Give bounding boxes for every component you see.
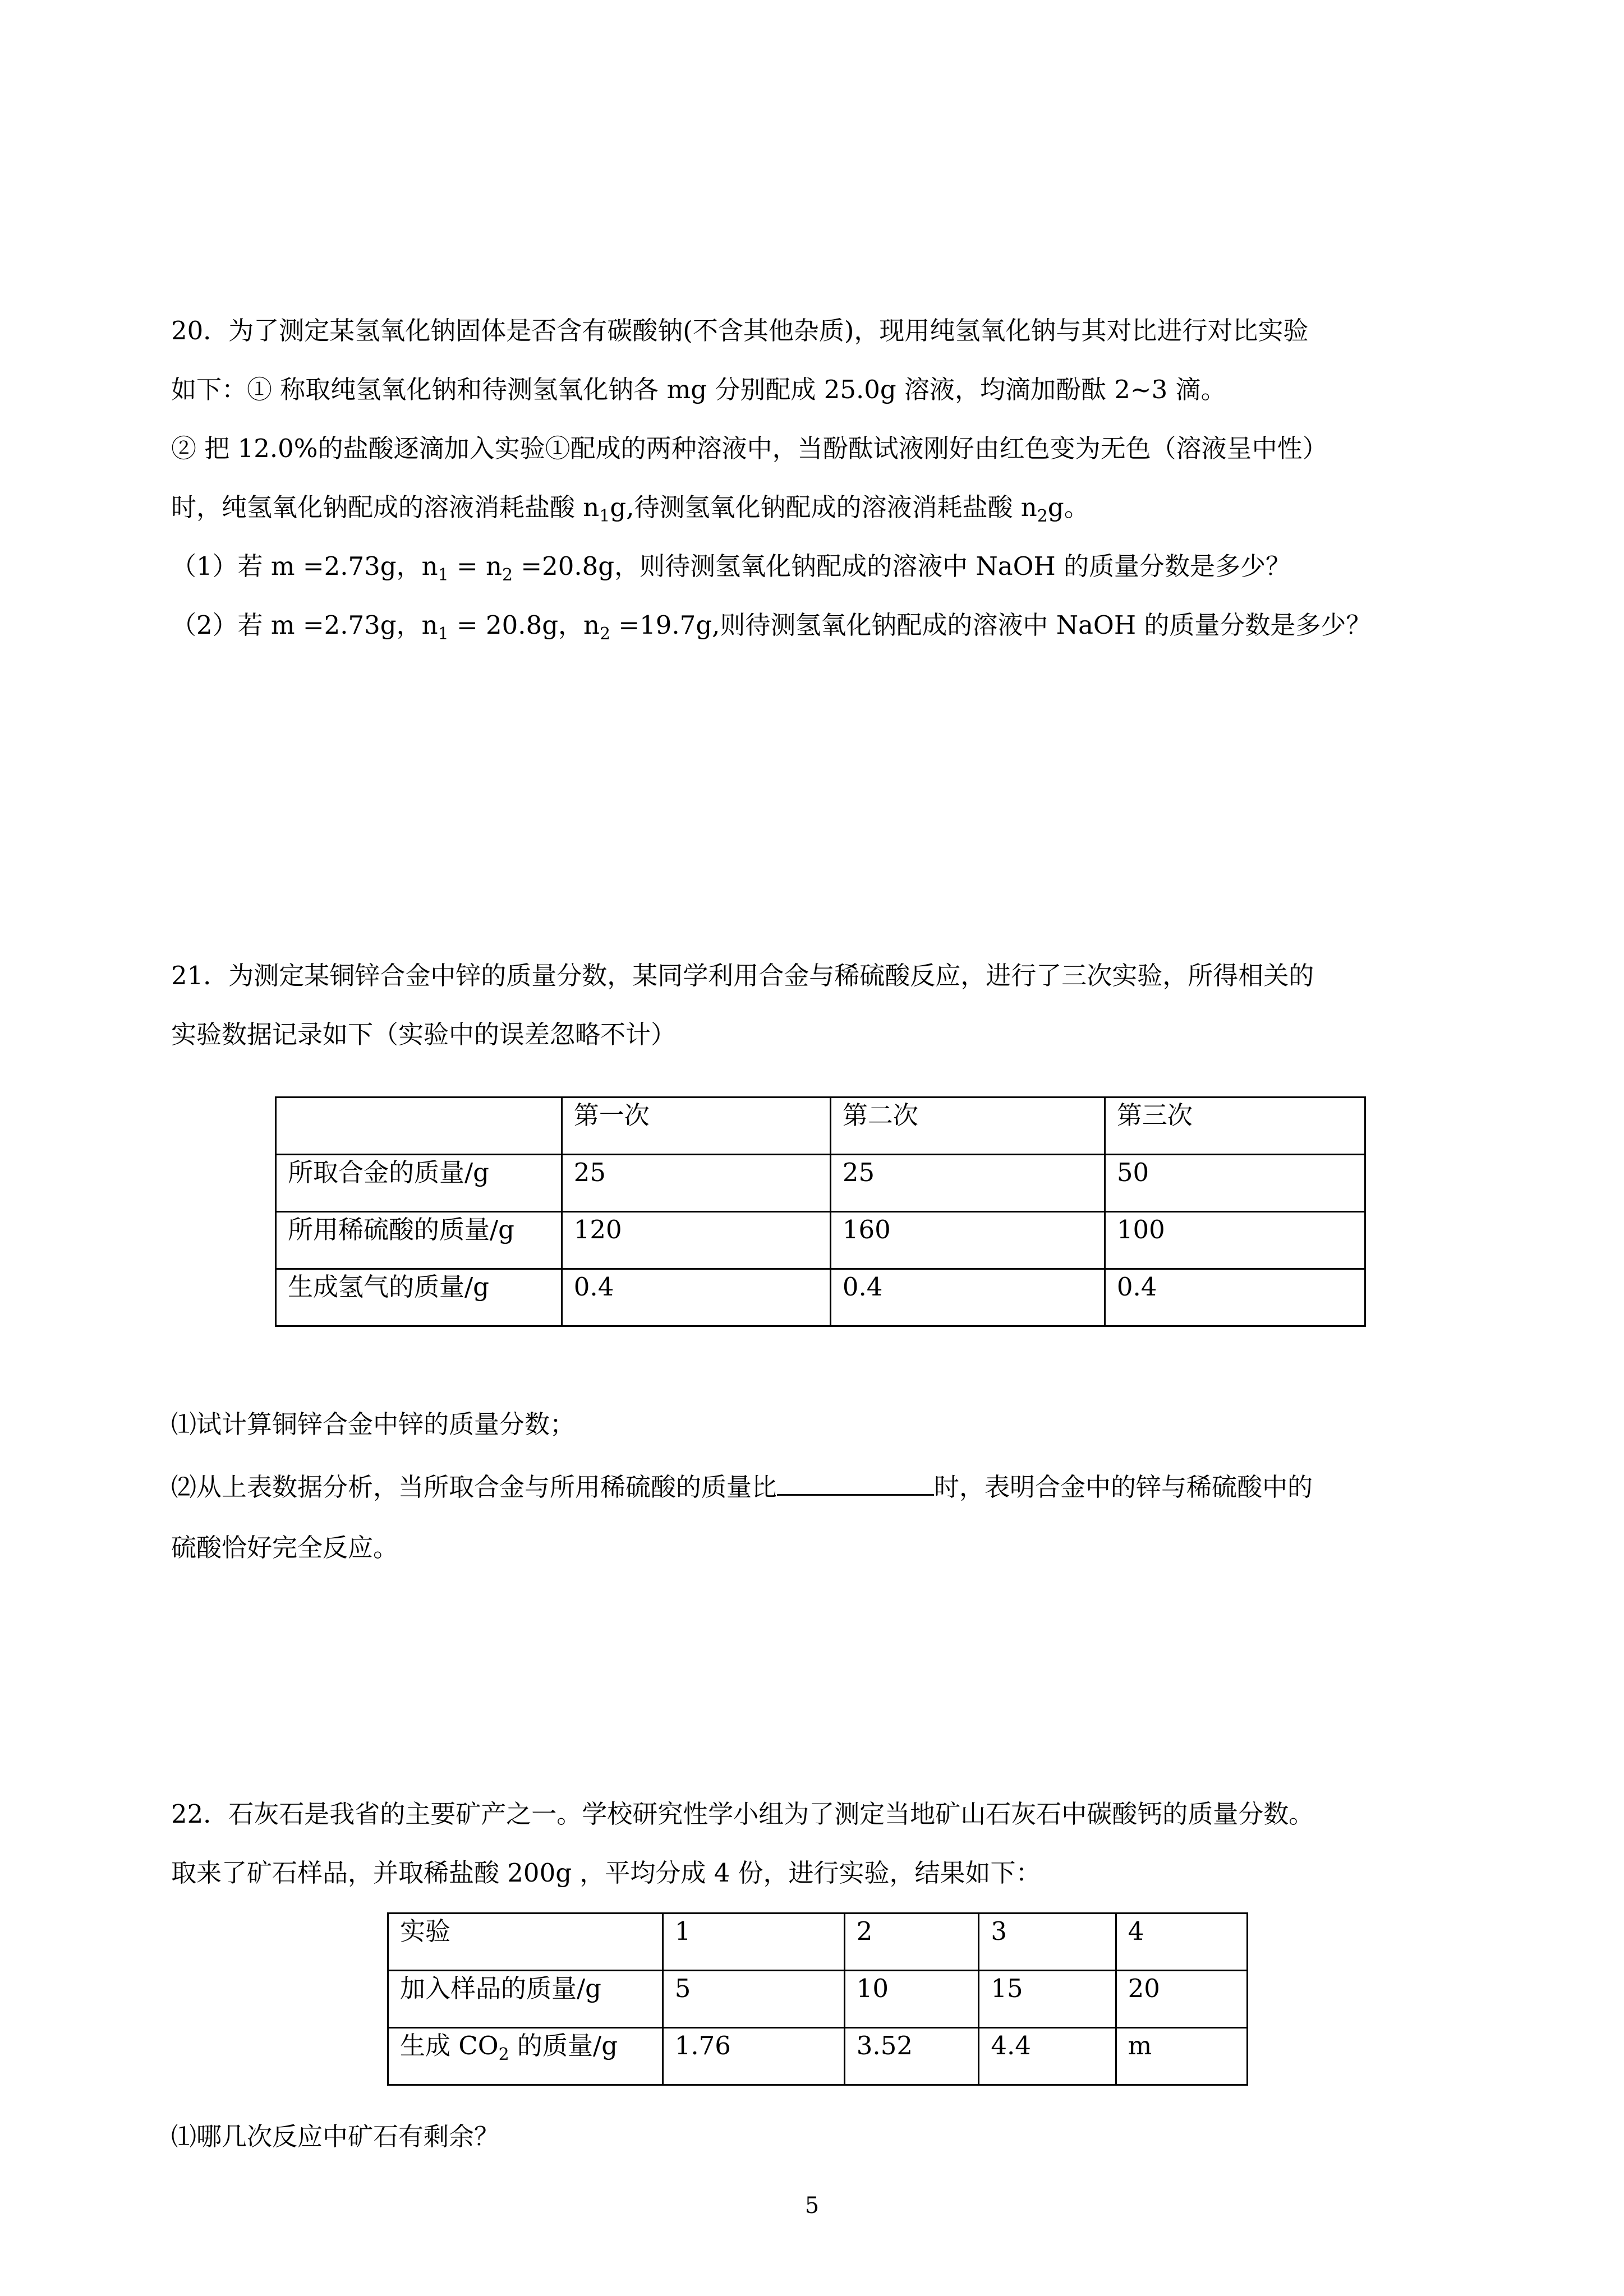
table-cell: 15 [979, 1971, 1116, 2028]
row-label-b: 的质量/g [509, 2031, 618, 2060]
table-cell: m [1116, 2028, 1247, 2085]
row-label: 所取合金的质量/g [276, 1155, 562, 1212]
q20-part-2-a: （2）若 m =2.73g，n [171, 610, 438, 640]
table-header-cell: 2 [844, 1914, 979, 1971]
q21-part-2 [171, 1469, 1467, 1504]
q20-line-1: 20．为了测定某氢氧化钠固体是否含有碳酸钠(不含其他杂质)，现用纯氢氧化钠与其对比进行对比实验 [171, 316, 1309, 345]
q21-part-1: ⑴试计算铜锌合金中锌的质量分数； [171, 1409, 576, 1439]
table-cell: 160 [830, 1212, 1105, 1269]
table-header-row [276, 1098, 1365, 1155]
table-cell: 25 [830, 1155, 1105, 1212]
q22-data-table [387, 1912, 1248, 2086]
page-number: 5 [804, 2193, 820, 2219]
table-header-cell: 第一次 [562, 1098, 830, 1155]
q20-line-4-c: g。 [1047, 492, 1089, 522]
table-cell: 20 [1116, 1971, 1247, 2028]
subscript-1: 1 [599, 506, 610, 526]
row-label: 加入样品的质量/g [388, 1971, 663, 2028]
q20-line-3: ② 把 12.0%的盐酸逐滴加入实验①配成的两种溶液中，当酚酞试液刚好由红色变为无色（溶液呈中性） [171, 434, 1328, 463]
table-cell: 0.4 [562, 1269, 830, 1326]
table-cell [276, 1098, 562, 1155]
row-label [388, 2028, 663, 2085]
table-cell: 5 [663, 1971, 844, 2028]
q20-part-1-b: = n [448, 551, 502, 581]
q21-data-table [275, 1096, 1366, 1327]
answer-blank[interactable] [777, 1469, 934, 1496]
table-row [388, 2028, 1248, 2085]
row-label: 生成氢气的质量/g [276, 1269, 562, 1326]
q22-line-2: 取来了矿石样品，并取稀盐酸 200g ，平均分成 4 份，进行实验，结果如下： [171, 1858, 1041, 1888]
table-cell: 50 [1105, 1155, 1365, 1212]
subscript-2: 2 [600, 624, 611, 644]
subscript-2: 2 [502, 565, 513, 585]
row-label: 实验 [388, 1914, 663, 1971]
q20-part-1-c: =20.8g，则待测氢氧化钠配成的溶液中 NaOH 的质量分数是多少？ [513, 551, 1291, 581]
table-header-row [388, 1914, 1248, 1971]
q20-part-2-c: =19.7g,则待测氢氧化钠配成的溶液中 NaOH 的质量分数是多少？ [610, 610, 1372, 640]
q20-line-4-b: g,待测氢氧化钠配成的溶液消耗盐酸 n [610, 492, 1037, 522]
q20-line-2: 如下：① 称取纯氢氧化钠和待测氢氧化钠各 mg 分别配成 25.0g 溶液，均滴加酚酞 2~3 滴。 [171, 375, 1226, 404]
table-cell: 4.4 [979, 2028, 1116, 2085]
q22-line-1: 22．石灰石是我省的主要矿产之一。学校研究性学小组为了测定当地矿山石灰石中碳酸钙的质量分数。 [171, 1799, 1314, 1829]
q20-line-4 [171, 491, 1467, 533]
subscript-1: 1 [438, 565, 449, 585]
table-row [276, 1212, 1365, 1269]
q20-part-1-a: （1）若 m =2.73g，n [171, 551, 438, 581]
table-cell: 0.4 [1105, 1269, 1365, 1326]
q21-part-2-cont: 硫酸恰好完全反应。 [171, 1533, 399, 1562]
q20-line-4-a: 时，纯氢氧化钠配成的溶液消耗盐酸 n [171, 492, 600, 522]
table-row [276, 1269, 1365, 1326]
subscript-1: 1 [438, 624, 449, 644]
table-cell: 0.4 [830, 1269, 1105, 1326]
subscript-2: 2 [1037, 506, 1048, 526]
table-header-cell: 3 [979, 1914, 1116, 1971]
table-cell: 1.76 [663, 2028, 844, 2085]
q20-part-2 [171, 608, 1467, 651]
q21-part-2-b: 时，表明合金中的锌与稀硫酸中的 [934, 1472, 1313, 1502]
table-cell: 3.52 [844, 2028, 979, 2085]
q21-part-2-a: ⑵从上表数据分析，当所取合金与所用稀硫酸的质量比 [171, 1472, 778, 1502]
table-cell: 25 [562, 1155, 830, 1212]
q20-part-2-b: = 20.8g，n [448, 610, 600, 640]
q20-part-1 [171, 550, 1467, 592]
q22-part-1: ⑴哪几次反应中矿石有剩余？ [171, 2122, 500, 2151]
q21-line-2: 实验数据记录如下（实验中的误差忽略不计） [171, 1020, 677, 1049]
table-cell: 100 [1105, 1212, 1365, 1269]
table-row [388, 1971, 1248, 2028]
subscript-2: 2 [498, 2045, 509, 2064]
table-cell: 120 [562, 1212, 830, 1269]
table-header-cell: 第三次 [1105, 1098, 1365, 1155]
row-label: 所用稀硫酸的质量/g [276, 1212, 562, 1269]
table-cell: 10 [844, 1971, 979, 2028]
q21-line-1: 21．为测定某铜锌合金中锌的质量分数，某同学利用合金与稀硫酸反应，进行了三次实验，所得相关的 [171, 961, 1314, 990]
table-header-cell: 4 [1116, 1914, 1247, 1971]
row-label-a: 生成 CO [400, 2031, 499, 2060]
table-header-cell: 1 [663, 1914, 844, 1971]
table-row [276, 1155, 1365, 1212]
table-header-cell: 第二次 [830, 1098, 1105, 1155]
